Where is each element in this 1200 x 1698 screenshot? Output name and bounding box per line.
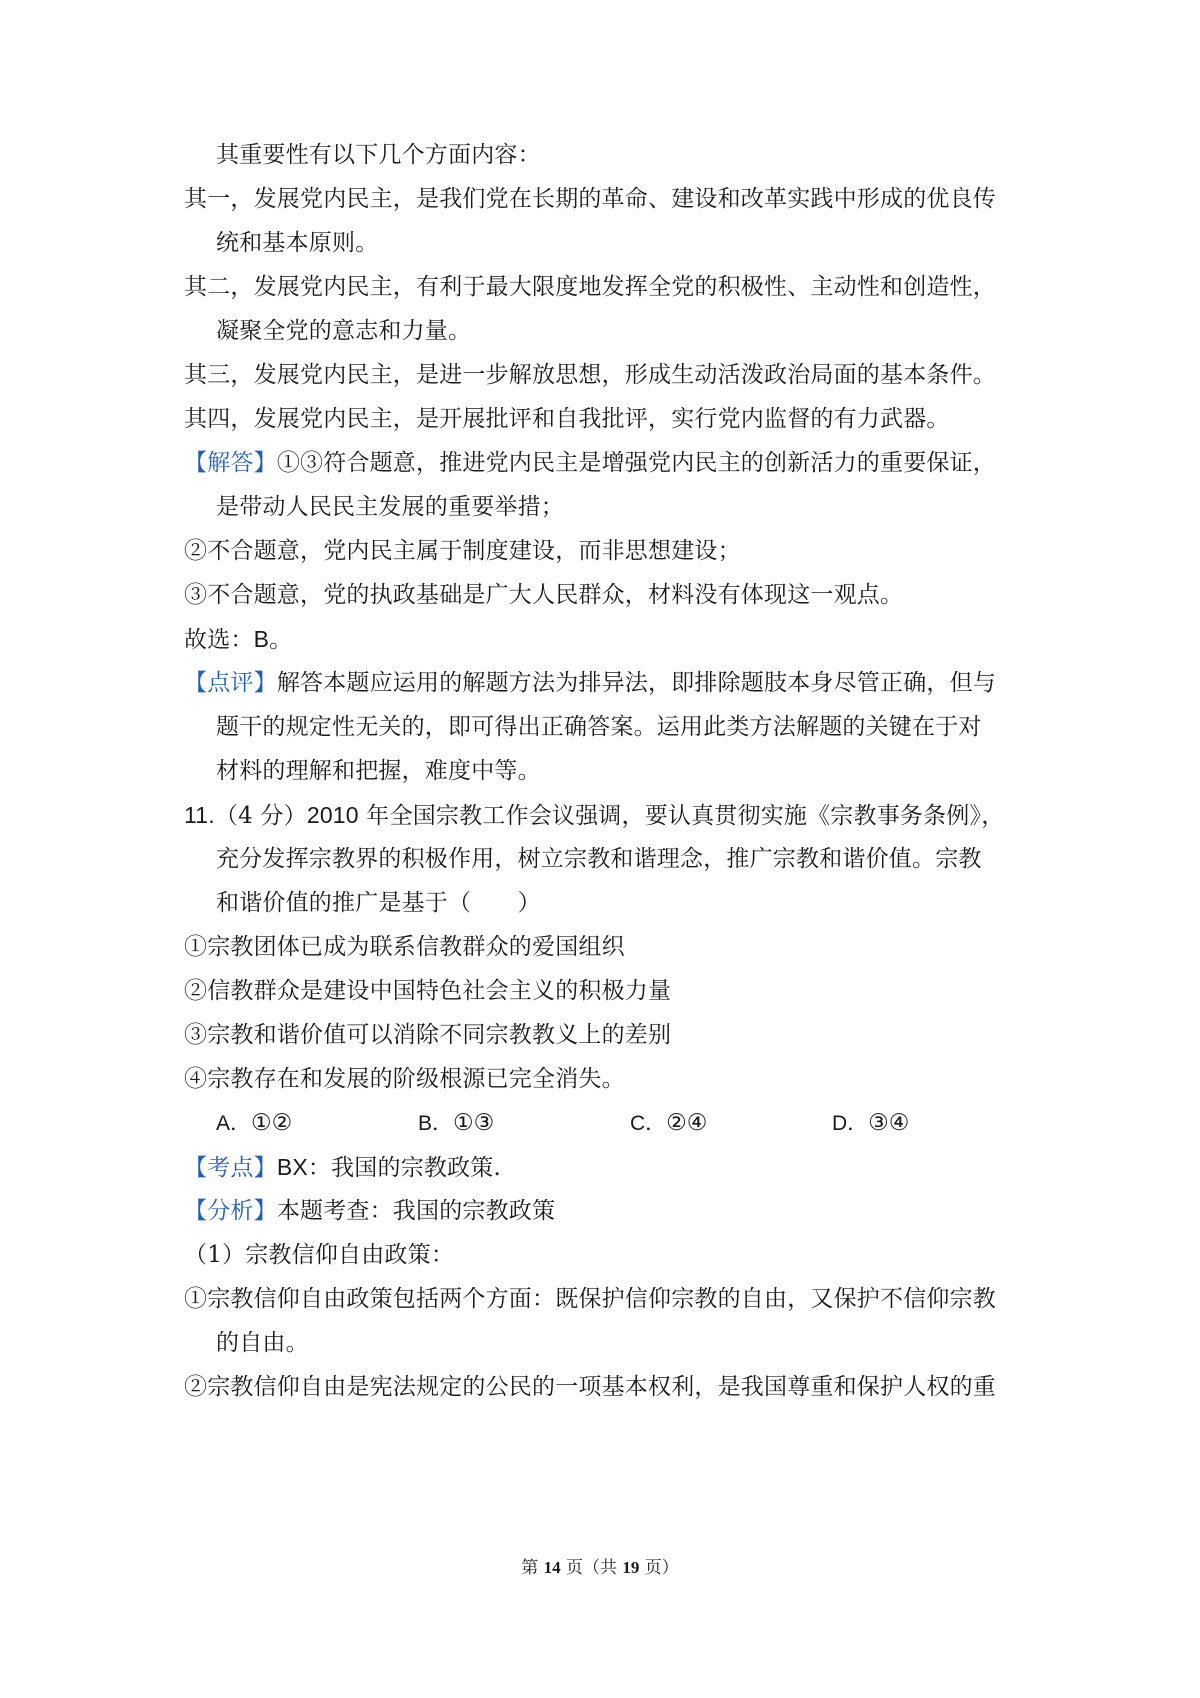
paragraph-point-2-cont: 凝聚全党的意志和力量。 <box>216 318 472 344</box>
paragraph-point-2: 其二，发展党内民主，有利于最大限度地发挥全党的积极性、主动性和创造性， <box>184 274 996 300</box>
question-number: 11. <box>184 802 215 828</box>
paragraph-point-1-cont: 统和基本原则。 <box>216 230 379 256</box>
option-d-letter: D． <box>832 1112 869 1135</box>
option-c-letter: C． <box>630 1112 667 1135</box>
sub-item-1-cont: 的自由。 <box>216 1330 309 1356</box>
option-a-letter: A． <box>216 1112 252 1135</box>
comment-line-3: 材料的理解和把握，难度中等。 <box>216 758 541 784</box>
question-year: 2010 <box>306 802 359 828</box>
answer-line-3: ②不合题意，党内民主属于制度建设，而非思想建设； <box>184 538 741 564</box>
sub-heading-1: （1）宗教信仰自由政策： <box>184 1242 455 1268</box>
statement-item-2: ②信教群众是建设中国特色社会主义的积极力量 <box>184 978 672 1004</box>
question-11-stem-1 <box>184 800 1004 831</box>
question-11-stem-2: 充分发挥宗教界的积极作用，树立宗教和谐理念，推广宗教和谐价值。宗教 <box>216 846 982 872</box>
footer-prefix: 第 <box>521 1558 544 1578</box>
question-stem-text-1: 年全国宗教工作会议强调，要认真贯彻实施《宗教事务条例》， <box>358 803 1005 829</box>
option-a-text: ①② <box>251 1110 293 1136</box>
answer-text-1: ①③符合题意，推进党内民主是增强党内民主的创新活力的重要保证， <box>276 450 997 476</box>
answer-line-1 <box>184 448 996 478</box>
paragraph-point-3: 其三，发展党内民主，是进一步解放思想，形成生动活泼政治局面的基本条件。 <box>184 362 996 388</box>
comment-line-2: 题干的规定性无关的，即可得出正确答案。运用此类方法解题的关键在于对 <box>216 714 982 740</box>
option-a[interactable] <box>216 1108 292 1139</box>
kaodian-line <box>184 1152 501 1183</box>
answer-choice <box>184 624 292 655</box>
answer-choice-prefix: 故选： <box>184 627 254 653</box>
paragraph-point-1: 其一，发展党内民主，是我们党在长期的革命、建设和改革实践中形成的优良传 <box>184 186 996 212</box>
question-score: （4 分） <box>214 803 307 829</box>
footer-page-number: 14 <box>543 1558 561 1577</box>
kaodian-tag: 【考点】 <box>184 1155 277 1181</box>
sub-item-1: ①宗教信仰自由政策包括两个方面：既保护信仰宗教的自由，又保护不信仰宗教 <box>184 1286 996 1312</box>
option-d[interactable] <box>832 1108 909 1139</box>
question-11-stem-3: 和谐价值的推广是基于（ ） <box>216 890 541 916</box>
comment-tag: 【点评】 <box>184 670 277 696</box>
kaodian-code: BX <box>276 1154 308 1180</box>
answer-line-4: ③不合题意，党的执政基础是广大人民群众，材料没有体现这一观点。 <box>184 582 904 608</box>
option-d-text: ③④ <box>868 1110 910 1136</box>
option-c-text: ②④ <box>666 1110 708 1136</box>
comment-line-1 <box>184 668 996 698</box>
footer-middle: 页（共 <box>560 1558 623 1578</box>
statement-item-3: ③宗教和谐价值可以消除不同宗教教义上的差别 <box>184 1022 672 1048</box>
answer-tag: 【解答】 <box>184 450 277 476</box>
answer-choice-value: B <box>253 626 270 652</box>
page-footer <box>0 1556 1200 1580</box>
answer-line-2: 是带动人民民主发展的重要举措； <box>216 494 564 520</box>
statement-item-1: ①宗教团体已成为联系信教群众的爱国组织 <box>184 934 625 960</box>
fenxi-text: 本题考查：我国的宗教政策 <box>276 1198 556 1224</box>
option-c[interactable] <box>630 1108 707 1139</box>
footer-suffix: 页） <box>639 1558 679 1578</box>
comment-text-1: 解答本题应运用的解题方法为排异法，即排除题肢本身尽管正确，但与 <box>276 670 997 696</box>
answer-choice-suffix: 。 <box>269 627 293 653</box>
option-b-letter: B． <box>418 1112 454 1135</box>
fenxi-line <box>184 1196 555 1226</box>
option-b[interactable] <box>418 1108 494 1139</box>
footer-total-pages: 19 <box>622 1558 640 1577</box>
kaodian-text: ：我国的宗教政策. <box>307 1155 502 1181</box>
fenxi-tag: 【分析】 <box>184 1198 277 1224</box>
option-b-text: ①③ <box>453 1110 495 1136</box>
paragraph-point-4: 其四，发展党内民主，是开展批评和自我批评，实行党内监督的有力武器。 <box>184 406 950 432</box>
statement-item-4: ④宗教存在和发展的阶级根源已完全消失。 <box>184 1066 625 1092</box>
paragraph-intro: 其重要性有以下几个方面内容： <box>216 142 541 168</box>
sub-item-2: ②宗教信仰自由是宪法规定的公民的一项基本权利，是我国尊重和保护人权的重 <box>184 1374 996 1400</box>
